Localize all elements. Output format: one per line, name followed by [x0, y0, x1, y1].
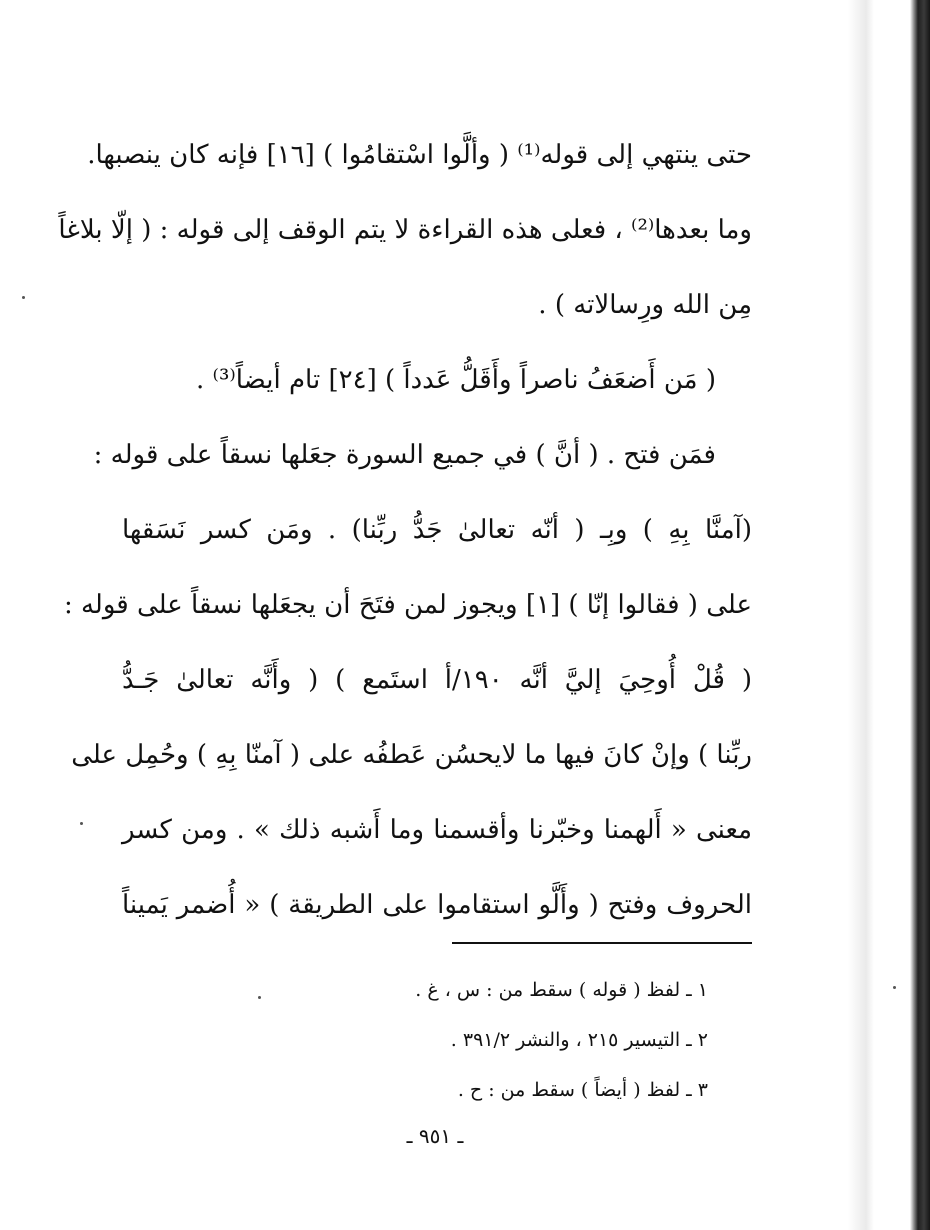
text-line: ( مَن أَضعَفُ ناصراً وأَقَلُّ عَدداً ) [٢٤] تام أيضاً⁽³⁾ . — [196, 365, 716, 395]
scan-speck — [258, 996, 261, 999]
scan-speck — [22, 296, 25, 299]
text-line: فمَن فتح . ( أنَّ ) في جميع السورة جعَلها نسقاً على قوله : — [93, 440, 716, 470]
text-line: (آمنَّا بِهِ ) وبِـ ( أنّه تعالىٰ جَدُّ ربِّنا) . ومَن كسر نَسَقها — [122, 515, 752, 545]
footnote: ٣ ـ لفظ ( أيضاً ) سقط من : ح . — [457, 1079, 708, 1101]
text-line: ربِّنا ) وإنْ كانَ فيها ما لايحسُن عَطفُه على ( آمنّا بِهِ ) وحُمِل على — [71, 740, 752, 770]
text-line: الحروف وفتح ( وأَلَّو استقاموا على الطريقة ) « أُضمر يَميناً — [122, 890, 752, 920]
footnote-separator — [452, 942, 752, 944]
text-line: مِن الله ورِسالاته ) . — [538, 290, 752, 320]
text-line: على ( فقالوا إنّا ) [١] ويجوز لمن فتَحَ أن يجعَلها نسقاً على قوله : — [63, 590, 752, 620]
footnotes — [288, 965, 708, 1115]
page-number: ـ ٩٥١ ـ — [406, 1124, 464, 1148]
text-line: وما بعدها⁽²⁾ ، فعلى هذه القراءة لا يتم الوقف إلى قوله : ( إلّا بلاغاً — [58, 215, 752, 245]
main-text-body — [58, 118, 752, 943]
page-binding-edge — [848, 0, 930, 1230]
text-line: معنى « أَلهمنا وخبّرنا وأقسمنا وما أَشبه ذلك » . ومن كسر — [122, 815, 752, 845]
scan-speck — [80, 822, 83, 825]
footnote: ١ ـ لفظ ( قوله ) سقط من : س ، غ . — [415, 979, 708, 1001]
scan-speck — [893, 986, 896, 989]
text-line: حتى ينتهي إلى قوله⁽¹⁾ ( وألَّوا اسْتقامُوا ) [١٦] فإنه كان ينصبها. — [87, 140, 752, 170]
text-line: ( قُلْ أُوحِيَ إليَّ أنَّه ١٩٠/أ استَمع ) ( وأَنَّه تعالىٰ جَـدُّ — [122, 665, 752, 695]
footnote: ٢ ـ التيسير ٢١٥ ، والنشر ٣٩١/٢ . — [450, 1029, 708, 1051]
